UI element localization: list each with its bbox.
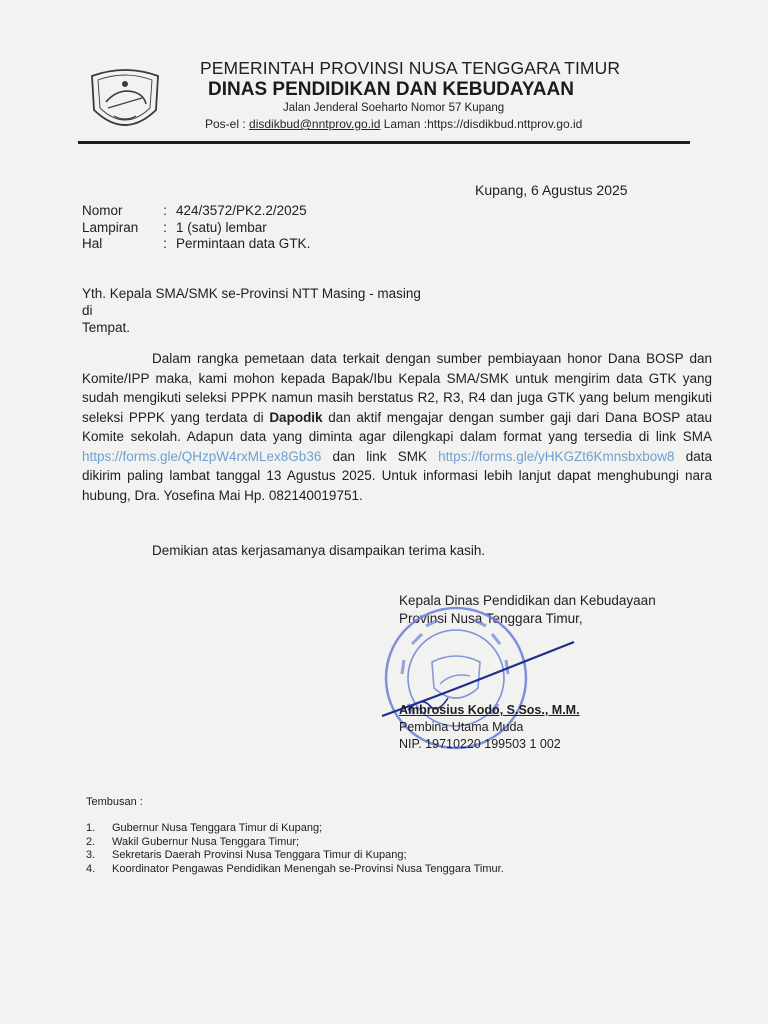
letter-meta [82, 203, 310, 253]
list-item-text: Wakil Gubernur Nusa Tenggara Timur; [112, 835, 300, 848]
letterhead-divider [78, 141, 690, 144]
body-text-segment: dan aktif mengajar dengan sumber gaji dari Dana BOSP atau Komite sekolah. Adapun data yang diminta agar dilengkapi dalam format yang tersedia di link SMA [82, 409, 712, 444]
list-item [86, 849, 504, 863]
agency-contact [205, 117, 582, 131]
smk-form-link[interactable]: https://forms.gle/yHKGZt6Kmnsbxbow8 [438, 448, 675, 464]
recipient-line: di [82, 303, 93, 318]
meta-value: Permintaan data GTK. [176, 236, 311, 251]
meta-value: 1 (satu) lembar [176, 219, 267, 235]
signatory-nip: NIP. 19710220 199503 1 002 [399, 737, 561, 751]
meta-sep: : [163, 203, 167, 218]
meta-key: Lampiran [82, 219, 139, 235]
provincial-emblem-icon [84, 62, 166, 138]
recipient-block [82, 285, 421, 336]
list-item-text: Gubernur Nusa Tenggara Timur di Kupang; [112, 822, 323, 834]
contact-prefix: Pos-el : [205, 117, 250, 131]
sma-form-link[interactable]: https://forms.gle/QHzpW4rxMLex8Gb36 [82, 448, 322, 464]
list-item [86, 836, 504, 850]
letter-body [82, 349, 712, 505]
meta-row-lampiran [82, 220, 310, 237]
signatory-details [399, 702, 580, 753]
meta-value: 424/3572/PK2.2/2025 [176, 203, 307, 218]
signatory-title-line: Provinsi Nusa Tenggara Timur, [399, 611, 583, 626]
tembusan-label: Tembusan : [86, 796, 143, 808]
meta-row-nomor [82, 203, 310, 220]
list-item-text: Koordinator Pengawas Pendidikan Menengah se-Provinsi Nusa Tenggara Timur. [112, 862, 504, 875]
signatory-name: Ambrosius Kodo, S.Sos., M.M. [399, 703, 580, 717]
body-text-segment: Dalam rangka pemetaan data terkait dengan sumber pembiayaan honor Dana BOSP dan Komite/IPP maka, kami mohon kepada Bapak/Ibu Kepala SMA/SMK untuk mengirim data GTK yang sudah mengikuti seleksi PPPK namun masih berstatus R2, R3, R4 dan juga GTK yang belum mengikuti seleksi PPPK yang terdata di [82, 351, 712, 425]
list-item-number: 2. [86, 835, 96, 848]
letter-date: Kupang, 6 Agustus 2025 [475, 182, 628, 198]
body-text-segment: dan link SMK [321, 448, 439, 464]
tembusan-list [86, 822, 504, 876]
recipient-line: Tempat. [82, 320, 131, 335]
list-item [86, 822, 504, 836]
meta-row-hal [82, 236, 310, 253]
signatory-title-line: Kepala Dinas Pendidikan dan Kebudayaan [399, 593, 656, 608]
list-item-number: 4. [86, 862, 96, 875]
signatory-rank: Pembina Utama Muda [399, 720, 524, 734]
list-item [86, 863, 504, 877]
dapodik-emphasis: Dapodik [269, 409, 323, 425]
list-item-number: 3. [86, 849, 96, 861]
email-link[interactable]: disdikbud@nntprov.go.id [249, 117, 381, 131]
body-paragraph [82, 349, 712, 505]
list-item-text: Sekretaris Daerah Provinsi Nusa Tenggara Timur di Kupang; [112, 849, 407, 861]
closing-sentence: Demikian atas kerjasamanya disampaikan terima kasih. [152, 543, 486, 558]
agency-name: DINAS PENDIDIKAN DAN KEBUDAYAAN [208, 79, 574, 100]
body-text-segment: data dikirim paling lambat tanggal 13 Agustus 2025. Untuk informasi lebih lanjut dapat menghubungi nara hubung, Dra. Yosefina Mai Hp. 082140019751. [82, 448, 712, 503]
meta-sep: : [163, 219, 167, 235]
website-text: Laman :https://disdikbud.nttprov.go.id [380, 117, 583, 131]
list-item-number: 1. [86, 822, 96, 834]
meta-key: Hal [82, 236, 103, 251]
government-name: PEMERINTAH PROVINSI NUSA TENGGARA TIMUR [200, 58, 621, 78]
meta-sep: : [163, 236, 167, 251]
meta-key: Nomor [82, 203, 123, 218]
agency-address: Jalan Jenderal Soeharto Nomor 57 Kupang [283, 102, 505, 114]
recipient-line: Yth. Kepala SMA/SMK se-Provinsi NTT Masing - masing [82, 286, 421, 301]
